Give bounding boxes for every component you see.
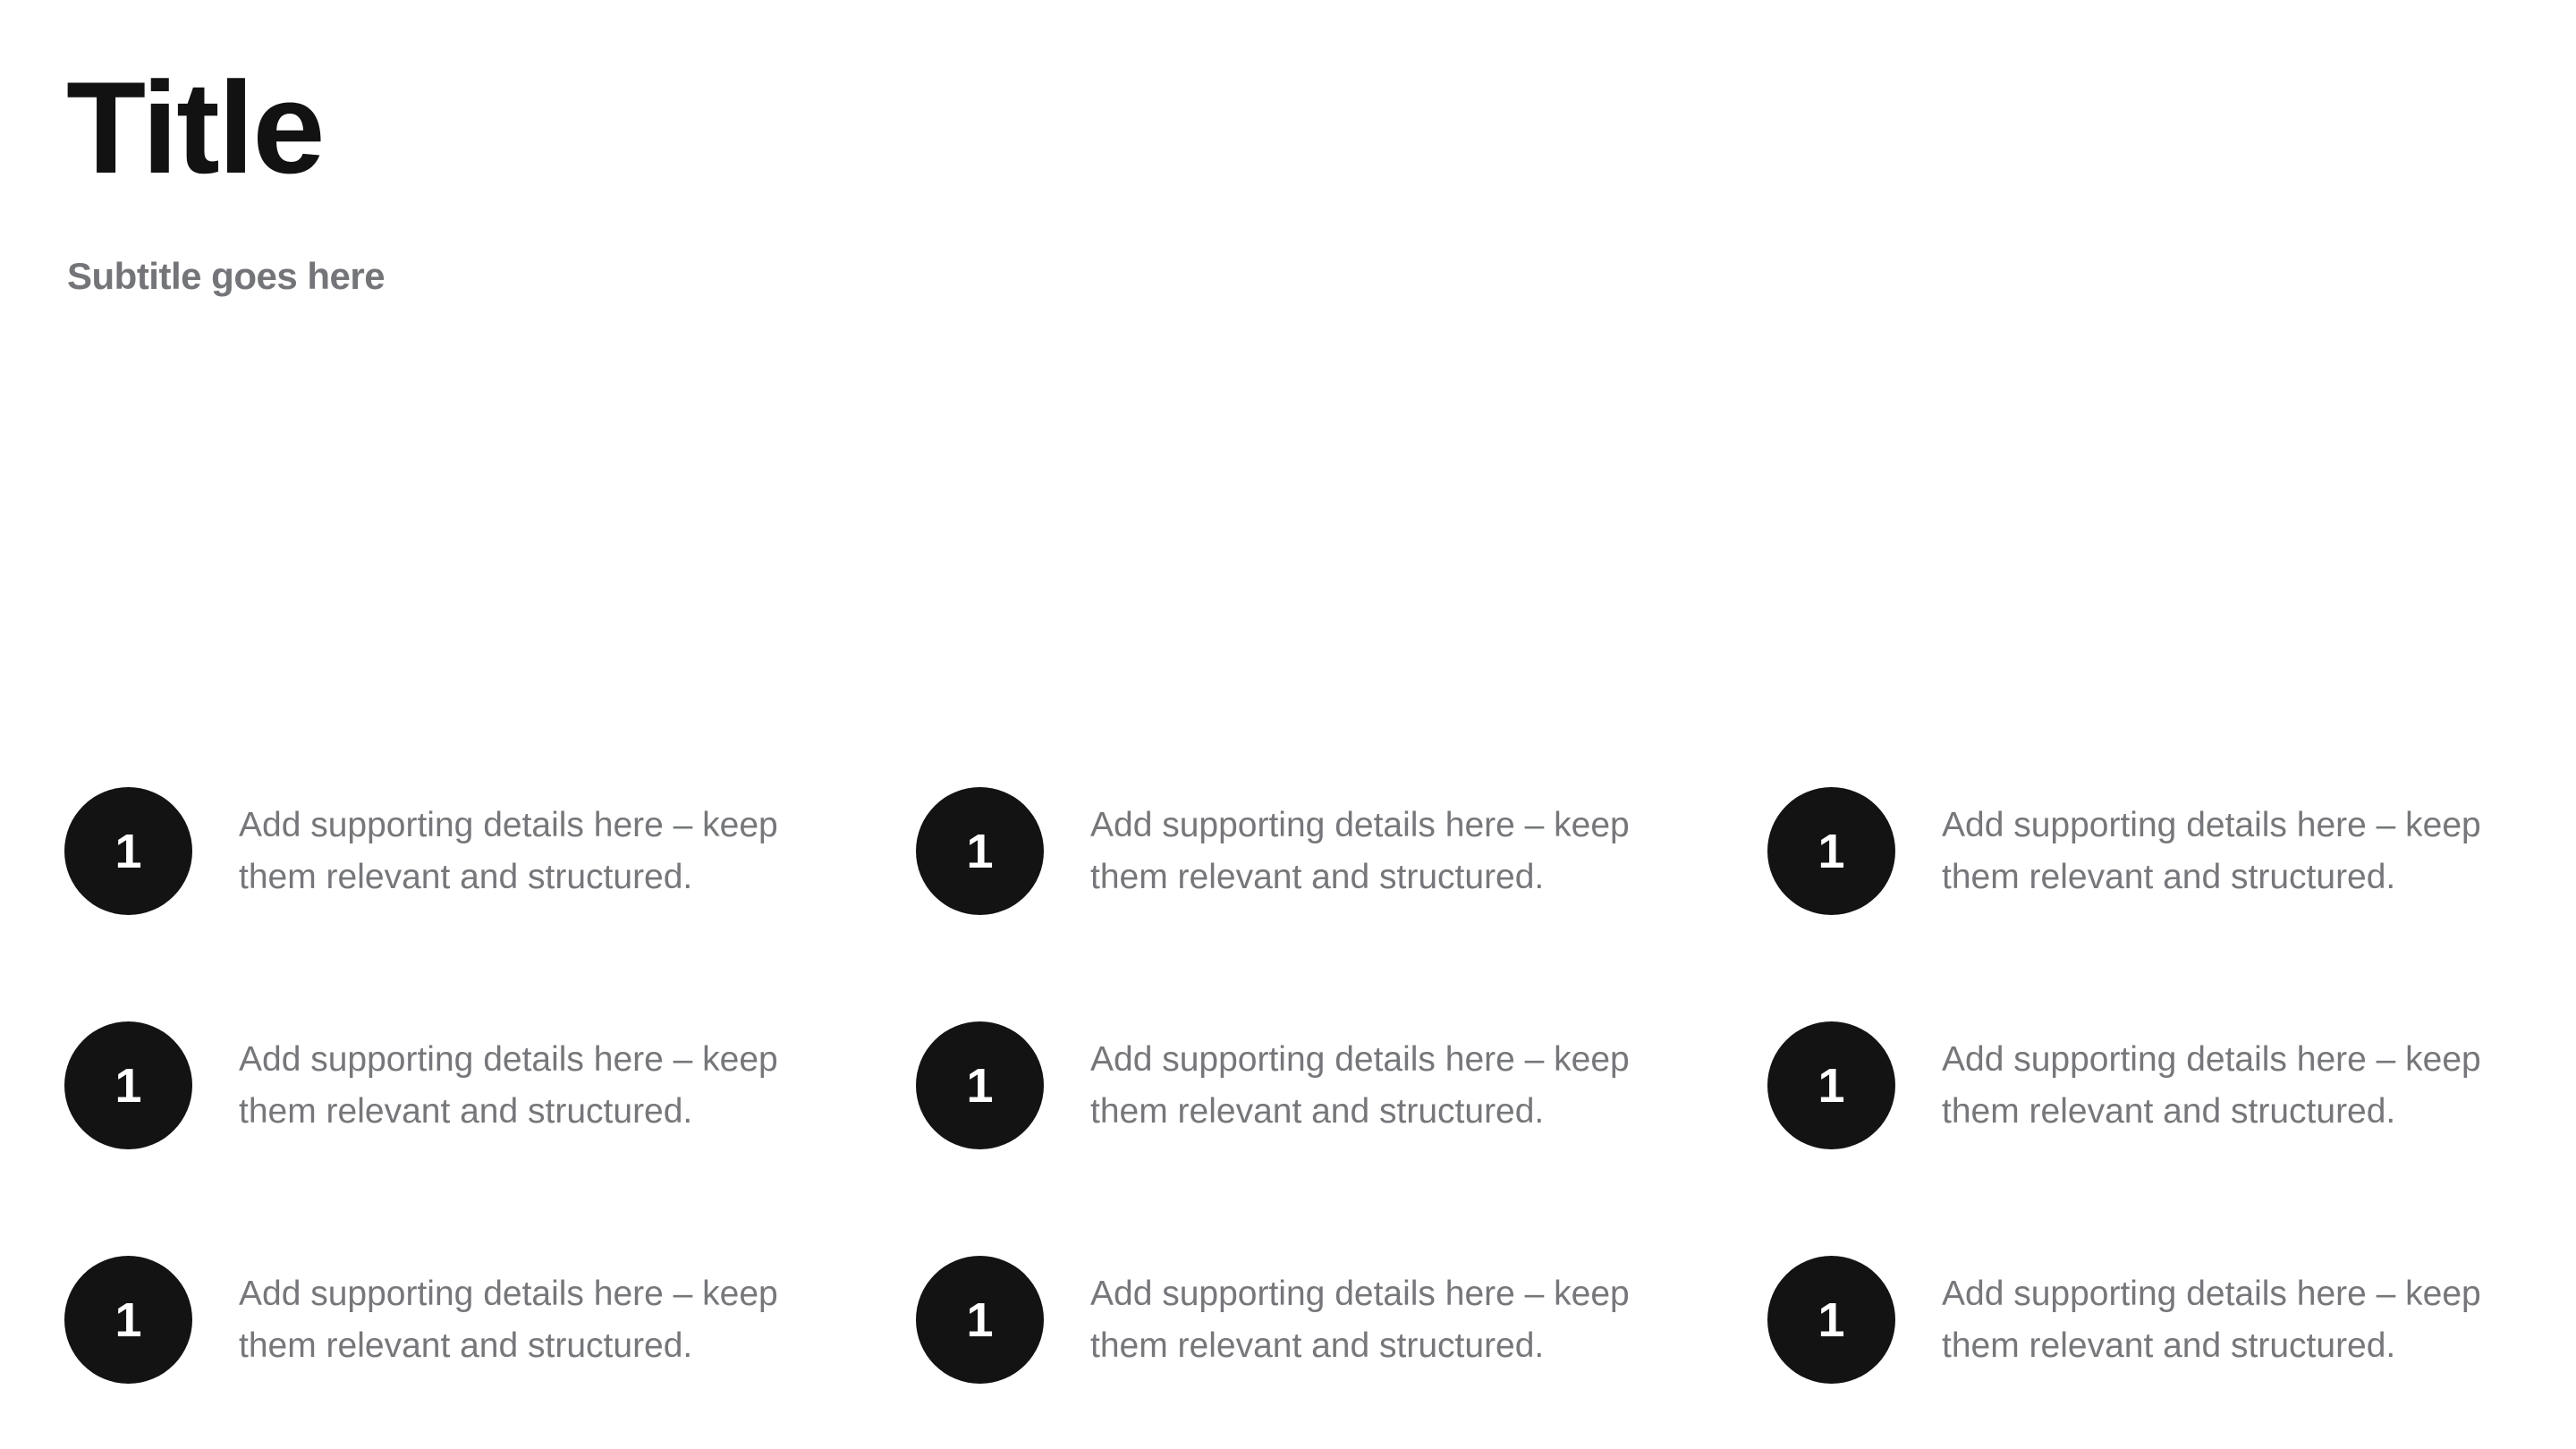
item-number-badge (1767, 787, 1895, 915)
item-number-badge (1767, 1021, 1895, 1149)
item-description: Add supporting details here – keep them relevant and structured. (1942, 1039, 2481, 1131)
item-description: Add supporting details here – keep them relevant and structured. (239, 1039, 778, 1131)
item-number: 1 (1818, 824, 1845, 878)
item-description: Add supporting details here – keep them relevant and structured. (239, 805, 778, 896)
item-number: 1 (966, 1058, 994, 1113)
list-item (1767, 787, 2496, 915)
item-description: Add supporting details here – keep them relevant and structured. (1090, 1039, 1630, 1131)
list-item (1767, 1021, 2496, 1149)
page-subtitle: Subtitle goes here (67, 255, 386, 297)
list-item (64, 1256, 793, 1384)
item-number: 1 (114, 1292, 142, 1347)
item-number-badge (916, 787, 1044, 915)
list-item (64, 787, 793, 915)
item-description: Add supporting details here – keep them relevant and structured. (1090, 805, 1630, 896)
item-description: Add supporting details here – keep them relevant and structured. (1942, 1274, 2481, 1365)
item-description: Add supporting details here – keep them relevant and structured. (1942, 805, 2481, 896)
item-number: 1 (114, 1058, 142, 1113)
item-number-badge (64, 1256, 192, 1384)
item-number-badge (916, 1256, 1044, 1384)
list-item (916, 1256, 1645, 1384)
page-title: Title (66, 55, 324, 200)
list-item (916, 1021, 1645, 1149)
item-description: Add supporting details here – keep them relevant and structured. (239, 1274, 778, 1365)
numbered-items-grid (64, 787, 2496, 1384)
item-number-badge (1767, 1256, 1895, 1384)
item-number-badge (64, 787, 192, 915)
item-description: Add supporting details here – keep them relevant and structured. (1090, 1274, 1630, 1365)
item-number: 1 (966, 824, 994, 878)
item-number: 1 (1818, 1058, 1845, 1113)
item-number-badge (64, 1021, 192, 1149)
list-item (1767, 1256, 2496, 1384)
item-number: 1 (1818, 1292, 1845, 1347)
list-item (916, 787, 1645, 915)
item-number: 1 (114, 824, 142, 878)
item-number: 1 (966, 1292, 994, 1347)
list-item (64, 1021, 793, 1149)
item-number-badge (916, 1021, 1044, 1149)
